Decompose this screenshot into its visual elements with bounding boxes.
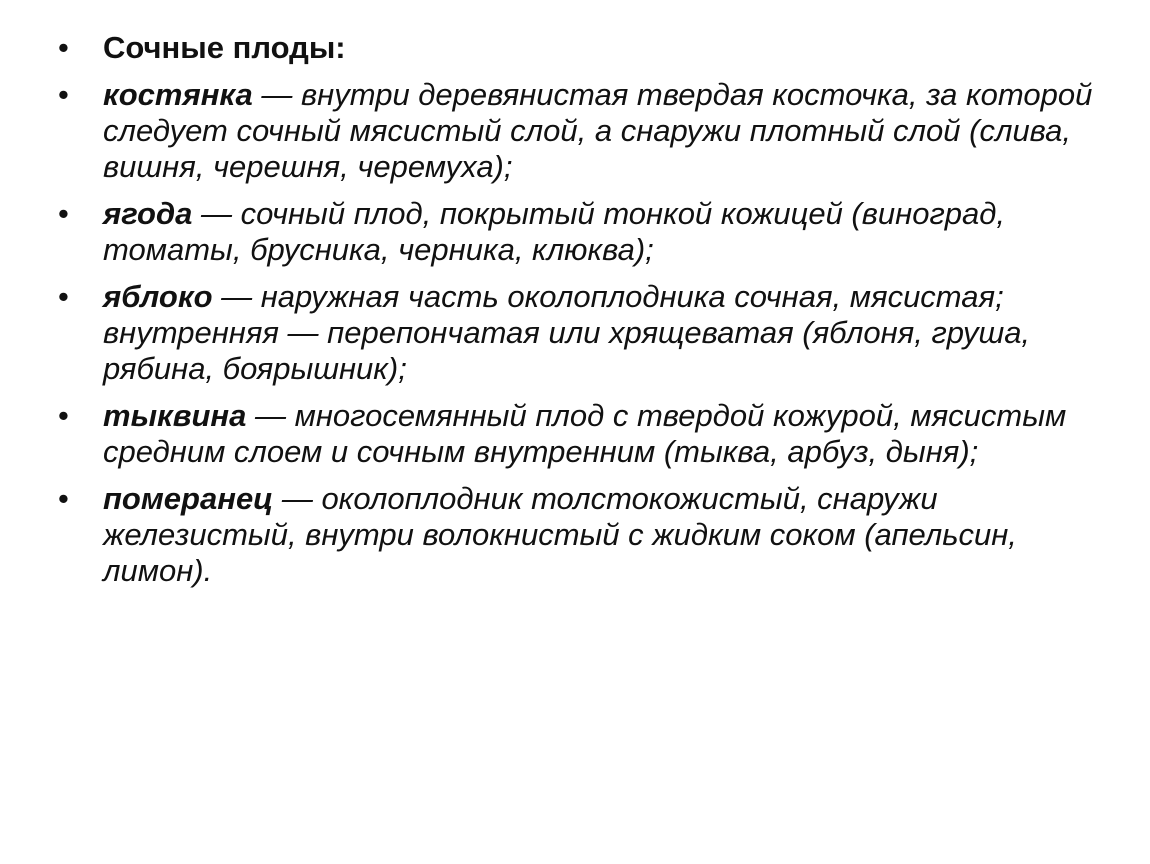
definition-pepo: — многосемянный плод с твердой кожурой, мясистым средним слоем и сочным внутренним (тыква, арбуз, дыня); [103,398,1067,469]
list-item [58,398,1133,470]
definition-drupe: — внутри деревянистая твердая косточка, за которой следует сочный мясистый слой, а снаружи плотный слой (слива, вишня, черешня, черемуха); [103,77,1093,184]
list-heading: Сочные плоды: [103,30,346,65]
definition-berry: — сочный плод, покрытый тонкой кожицей (виноград, томаты, брусника, черника, клюква); [103,196,1005,267]
list-item [58,279,1133,387]
bullet-icon: • [58,77,69,112]
term-hesperidium: померанец [103,481,274,516]
list-item [58,481,1133,589]
term-pome: яблоко [103,279,213,314]
term-drupe: костянка [103,77,253,112]
definition-pome: — наружная часть околоплодника сочная, мясистая; внутренняя — перепончатая или хрящеватая (яблоня, груша, рябина, боярышник); [103,279,1031,386]
bullet-icon: • [58,481,69,516]
definition-hesperidium: — околоплодник толстокожистый, снаружи железистый, внутри волокнистый с жидким соком (апельсин, лимон). [103,481,1017,588]
bullet-icon: • [58,30,69,65]
fruit-bullet-list [58,30,1133,600]
bullet-icon: • [58,196,69,231]
bullet-icon: • [58,398,69,433]
bullet-icon: • [58,279,69,314]
term-berry: ягода [103,196,193,231]
list-item [58,196,1133,268]
heading-item [58,30,1133,66]
list-item [58,77,1133,185]
term-pepo: тыквина [103,398,247,433]
